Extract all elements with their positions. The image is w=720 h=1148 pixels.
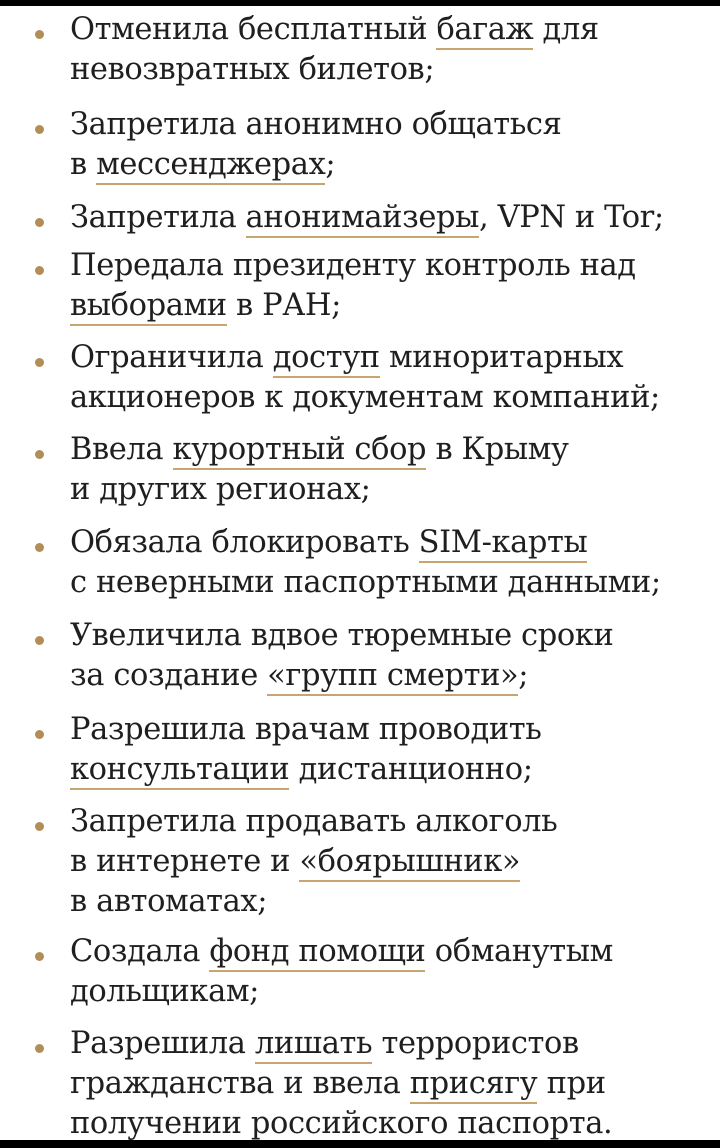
inline-link[interactable]: доступ (273, 340, 380, 378)
text-segment: для (533, 12, 599, 47)
inline-link[interactable]: выборами (70, 288, 227, 326)
text-segment: получении российского паспорта. (70, 1106, 613, 1140)
inline-link[interactable]: анонимайзеры (246, 200, 479, 238)
text-segment: Передала президенту контроль над (70, 248, 636, 283)
text-segment: обманутым (425, 934, 613, 969)
inline-link[interactable]: фонд помощи (209, 934, 425, 972)
inline-link[interactable]: лишать (255, 1026, 372, 1064)
article-page (0, 6, 720, 1140)
list-item-line (70, 338, 623, 378)
list-item-line (70, 932, 613, 972)
inline-link[interactable]: «групп смерти» (267, 658, 518, 696)
text-segment: гражданства и ввела (70, 1066, 410, 1101)
bullet-dot-icon (35, 730, 44, 739)
text-segment: Разрешила (70, 1026, 255, 1061)
list-item-line (70, 842, 520, 882)
list-item-line (70, 710, 541, 750)
text-segment: Запретила (70, 200, 246, 235)
list-item-line (70, 523, 587, 563)
text-segment: , VPN и Tor; (479, 200, 664, 235)
text-segment: в Крыму (426, 432, 569, 467)
text-segment: Разрешила врачам проводить (70, 712, 542, 747)
list-item-line (70, 656, 528, 696)
list-item-line (70, 246, 636, 286)
text-segment: в автоматах; (70, 884, 268, 919)
inline-link[interactable]: присягу (410, 1066, 538, 1104)
text-segment: акционеров к документам компаний; (70, 380, 660, 415)
list-item-line (70, 105, 561, 145)
text-segment: при (537, 1066, 606, 1101)
inline-link[interactable]: «боярышник» (299, 844, 520, 882)
list-item-line (70, 563, 661, 603)
text-segment: Отменила бесплатный (70, 12, 437, 47)
text-segment: Обязала блокировать (70, 525, 419, 560)
list-item-line (70, 430, 569, 470)
bullet-dot-icon (35, 30, 44, 39)
list-item-line (70, 378, 660, 418)
list-item-line (70, 972, 259, 1012)
inline-link[interactable]: мессенджерах (96, 147, 325, 185)
list-item-line (70, 145, 335, 185)
bullet-dot-icon (35, 125, 44, 134)
list-item-line (70, 1064, 606, 1104)
text-segment: Создала (70, 934, 210, 969)
list-item-line (70, 802, 557, 842)
inline-link[interactable]: курортный сбор (173, 432, 427, 470)
inline-link[interactable]: SIM-карты (419, 525, 588, 563)
text-segment: в интернете и (70, 844, 300, 879)
bullet-dot-icon (35, 636, 44, 645)
text-segment: Запретила продавать алкоголь (70, 804, 558, 839)
list-item-line (70, 198, 664, 238)
list-item-line (70, 750, 533, 790)
list-item-line (70, 1024, 579, 1064)
text-segment: ; (325, 147, 336, 182)
inline-link[interactable]: консультации (70, 752, 289, 790)
bullet-dot-icon (35, 822, 44, 831)
bullet-dot-icon (35, 218, 44, 227)
text-segment: миноритарных (379, 340, 624, 375)
bullet-dot-icon (35, 266, 44, 275)
text-segment: за создание (70, 658, 268, 693)
text-segment: ; (518, 658, 529, 693)
list-item-line (70, 882, 267, 922)
text-segment: Запретила анонимно общаться (70, 107, 562, 142)
text-segment: террористов (372, 1026, 579, 1061)
list-item-line (70, 50, 434, 90)
list-item-line (70, 616, 613, 656)
inline-link[interactable]: багаж (436, 12, 533, 50)
list-item-line (70, 10, 599, 50)
text-segment: дольщикам; (70, 974, 260, 1009)
text-segment: дистанционно; (289, 752, 533, 787)
bullet-dot-icon (35, 1044, 44, 1053)
text-segment: Увеличила вдвое тюремные сроки (70, 618, 614, 653)
bullet-dot-icon (35, 543, 44, 552)
list-item-line (70, 470, 371, 510)
text-segment: Ограничила (70, 340, 273, 375)
text-segment: в РАН; (226, 288, 341, 323)
text-segment: Ввела (70, 432, 173, 467)
bullet-dot-icon (35, 358, 44, 367)
text-segment: невозвратных билетов; (70, 52, 435, 87)
list-item-line (70, 1104, 612, 1140)
bullet-dot-icon (35, 450, 44, 459)
text-segment: в (70, 147, 97, 182)
text-segment: с неверными паспортными данными; (70, 565, 661, 600)
list-item-line (70, 286, 341, 326)
bullet-dot-icon (35, 952, 44, 961)
text-segment: и других регионах; (70, 472, 371, 507)
